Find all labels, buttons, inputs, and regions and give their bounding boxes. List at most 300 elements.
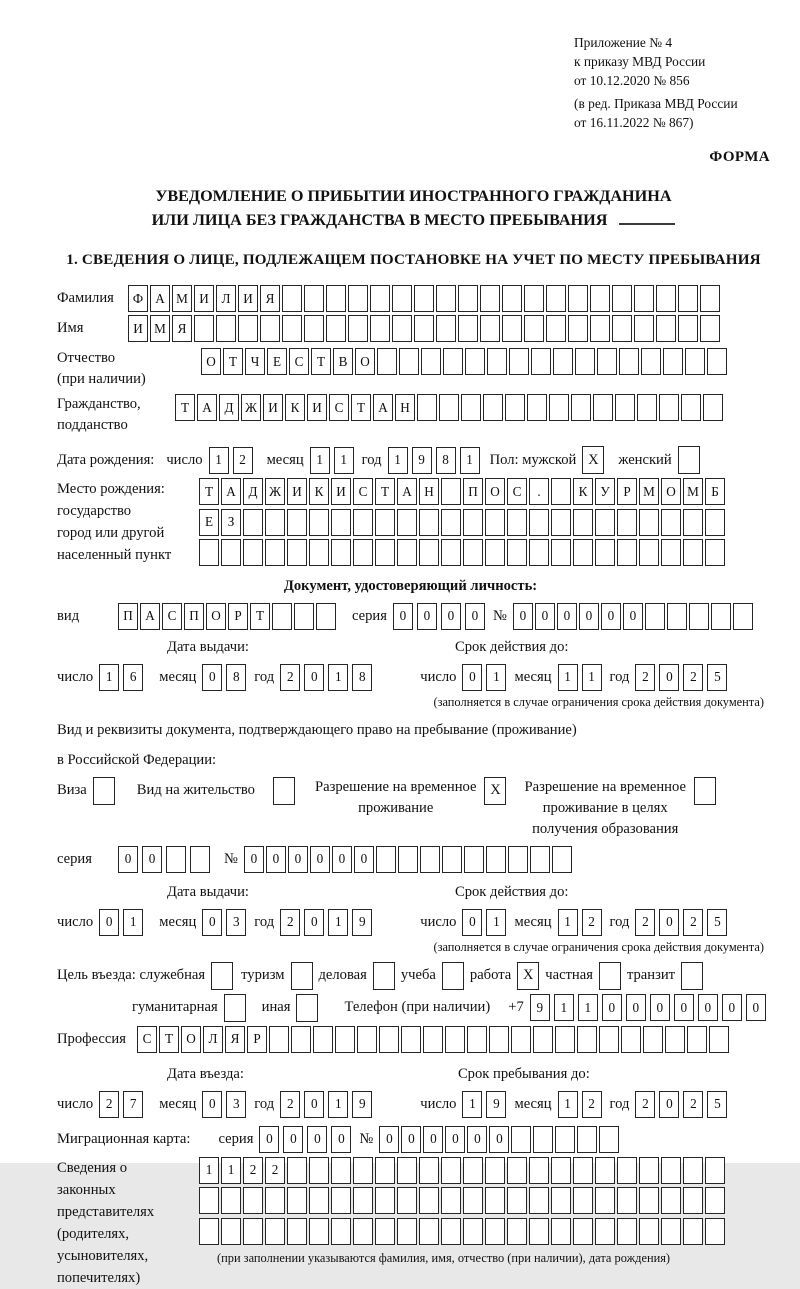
char-cell[interactable] [531, 348, 551, 375]
char-cell[interactable]: 0 [244, 846, 264, 873]
char-cell[interactable] [634, 285, 654, 312]
char-cell[interactable] [595, 509, 615, 536]
char-cell[interactable]: Д [243, 478, 263, 505]
char-cell[interactable]: 1 [310, 447, 330, 474]
char-cell[interactable]: П [118, 603, 138, 630]
char-cell[interactable] [441, 478, 461, 505]
char-cell[interactable] [637, 394, 657, 421]
char-cell[interactable]: А [221, 478, 241, 505]
char-cell[interactable]: И [128, 315, 148, 342]
char-cell[interactable] [593, 394, 613, 421]
char-cell[interactable]: Я [172, 315, 192, 342]
char-cell[interactable] [568, 285, 588, 312]
char-cell[interactable] [463, 1218, 483, 1245]
char-cell[interactable] [615, 394, 635, 421]
char-cell[interactable]: О [181, 1026, 201, 1053]
char-cell[interactable]: К [573, 478, 593, 505]
char-cell[interactable]: 2 [683, 664, 703, 691]
char-cell[interactable] [508, 846, 528, 873]
char-cell[interactable]: А [373, 394, 393, 421]
char-cell[interactable] [335, 1026, 355, 1053]
char-cell[interactable]: 0 [99, 909, 119, 936]
char-cell[interactable] [639, 1187, 659, 1214]
char-cell[interactable] [573, 1187, 593, 1214]
char-cell[interactable] [465, 348, 485, 375]
char-cell[interactable]: Е [267, 348, 287, 375]
char-cell[interactable] [221, 1187, 241, 1214]
char-cell[interactable] [568, 315, 588, 342]
char-cell[interactable]: 1 [209, 447, 229, 474]
char-cell[interactable]: 9 [530, 994, 550, 1021]
char-cell[interactable] [282, 315, 302, 342]
char-cell[interactable]: Т [199, 478, 219, 505]
char-cell[interactable]: 7 [123, 1091, 143, 1118]
char-cell[interactable]: Е [199, 509, 219, 536]
char-cell[interactable] [441, 1187, 461, 1214]
char-cell[interactable]: 1 [582, 664, 602, 691]
char-cell[interactable] [287, 1218, 307, 1245]
char-cell[interactable] [667, 603, 687, 630]
char-cell[interactable]: 1 [558, 664, 578, 691]
char-cell[interactable] [555, 1026, 575, 1053]
char-cell[interactable]: И [331, 478, 351, 505]
char-cell[interactable]: Ж [241, 394, 261, 421]
official-checkbox[interactable] [211, 962, 233, 990]
char-cell[interactable] [331, 1218, 351, 1245]
char-cell[interactable] [705, 1157, 725, 1184]
char-cell[interactable] [348, 285, 368, 312]
char-cell[interactable] [485, 1157, 505, 1184]
char-cell[interactable]: Л [216, 285, 236, 312]
char-cell[interactable] [221, 539, 241, 566]
char-cell[interactable] [639, 539, 659, 566]
char-cell[interactable] [375, 509, 395, 536]
char-cell[interactable] [678, 285, 698, 312]
char-cell[interactable]: 0 [579, 603, 599, 630]
char-cell[interactable]: Ж [265, 478, 285, 505]
char-cell[interactable] [436, 315, 456, 342]
char-cell[interactable]: Р [228, 603, 248, 630]
char-cell[interactable] [216, 315, 236, 342]
char-cell[interactable]: Т [375, 478, 395, 505]
char-cell[interactable]: И [194, 285, 214, 312]
char-cell[interactable]: А [140, 603, 160, 630]
char-cell[interactable] [529, 1187, 549, 1214]
char-cell[interactable]: . [529, 478, 549, 505]
char-cell[interactable] [577, 1126, 597, 1153]
char-cell[interactable] [353, 1187, 373, 1214]
char-cell[interactable] [243, 1218, 263, 1245]
char-cell[interactable] [571, 394, 591, 421]
char-cell[interactable]: О [201, 348, 221, 375]
char-cell[interactable] [489, 1026, 509, 1053]
char-cell[interactable] [551, 509, 571, 536]
char-cell[interactable] [309, 509, 329, 536]
char-cell[interactable]: 0 [462, 909, 482, 936]
char-cell[interactable] [678, 315, 698, 342]
char-cell[interactable]: 2 [99, 1091, 119, 1118]
tourism-checkbox[interactable] [291, 962, 313, 990]
char-cell[interactable] [683, 1187, 703, 1214]
char-cell[interactable]: 1 [334, 447, 354, 474]
char-cell[interactable]: М [683, 478, 703, 505]
char-cell[interactable] [331, 509, 351, 536]
char-cell[interactable] [376, 846, 396, 873]
char-cell[interactable] [551, 1187, 571, 1214]
char-cell[interactable] [480, 285, 500, 312]
char-cell[interactable] [533, 1126, 553, 1153]
char-cell[interactable]: 0 [465, 603, 485, 630]
char-cell[interactable]: 8 [436, 447, 456, 474]
char-cell[interactable]: 0 [288, 846, 308, 873]
char-cell[interactable]: 1 [328, 909, 348, 936]
char-cell[interactable] [287, 1187, 307, 1214]
char-cell[interactable] [705, 509, 725, 536]
char-cell[interactable] [401, 1026, 421, 1053]
char-cell[interactable]: 1 [123, 909, 143, 936]
char-cell[interactable]: 1 [578, 994, 598, 1021]
char-cell[interactable]: 5 [707, 664, 727, 691]
char-cell[interactable]: 5 [707, 1091, 727, 1118]
char-cell[interactable]: С [162, 603, 182, 630]
char-cell[interactable] [397, 1157, 417, 1184]
char-cell[interactable]: Н [419, 478, 439, 505]
char-cell[interactable] [243, 539, 263, 566]
char-cell[interactable] [645, 603, 665, 630]
char-cell[interactable] [661, 1187, 681, 1214]
char-cell[interactable]: С [329, 394, 349, 421]
char-cell[interactable] [313, 1026, 333, 1053]
char-cell[interactable]: П [463, 478, 483, 505]
char-cell[interactable] [265, 1187, 285, 1214]
char-cell[interactable] [595, 1187, 615, 1214]
char-cell[interactable] [326, 315, 346, 342]
char-cell[interactable] [551, 1218, 571, 1245]
char-cell[interactable]: 9 [352, 1091, 372, 1118]
char-cell[interactable] [529, 1157, 549, 1184]
char-cell[interactable] [656, 315, 676, 342]
char-cell[interactable]: 1 [388, 447, 408, 474]
char-cell[interactable] [326, 285, 346, 312]
char-cell[interactable] [199, 1218, 219, 1245]
char-cell[interactable] [573, 539, 593, 566]
char-cell[interactable] [590, 285, 610, 312]
char-cell[interactable] [467, 1026, 487, 1053]
char-cell[interactable] [700, 285, 720, 312]
char-cell[interactable] [683, 539, 703, 566]
char-cell[interactable]: А [197, 394, 217, 421]
char-cell[interactable]: 5 [707, 909, 727, 936]
char-cell[interactable] [375, 1157, 395, 1184]
char-cell[interactable]: М [639, 478, 659, 505]
char-cell[interactable] [552, 846, 572, 873]
char-cell[interactable] [577, 1026, 597, 1053]
char-cell[interactable] [551, 478, 571, 505]
char-cell[interactable]: О [206, 603, 226, 630]
char-cell[interactable] [370, 285, 390, 312]
char-cell[interactable]: 2 [635, 1091, 655, 1118]
char-cell[interactable]: К [285, 394, 305, 421]
char-cell[interactable] [621, 1026, 641, 1053]
char-cell[interactable] [353, 1218, 373, 1245]
char-cell[interactable] [709, 1026, 729, 1053]
char-cell[interactable] [331, 1187, 351, 1214]
char-cell[interactable]: 2 [265, 1157, 285, 1184]
char-cell[interactable] [681, 394, 701, 421]
char-cell[interactable] [507, 1157, 527, 1184]
char-cell[interactable] [509, 348, 529, 375]
char-cell[interactable] [505, 394, 525, 421]
char-cell[interactable] [238, 315, 258, 342]
char-cell[interactable]: 1 [558, 909, 578, 936]
char-cell[interactable] [529, 1218, 549, 1245]
char-cell[interactable]: 3 [226, 1091, 246, 1118]
char-cell[interactable] [529, 539, 549, 566]
char-cell[interactable] [441, 1157, 461, 1184]
residence-permit-checkbox[interactable] [273, 777, 295, 805]
char-cell[interactable] [507, 509, 527, 536]
char-cell[interactable] [663, 348, 683, 375]
char-cell[interactable] [575, 348, 595, 375]
char-cell[interactable] [511, 1026, 531, 1053]
char-cell[interactable]: 3 [226, 909, 246, 936]
char-cell[interactable]: 0 [698, 994, 718, 1021]
char-cell[interactable]: Ч [245, 348, 265, 375]
char-cell[interactable]: 0 [202, 909, 222, 936]
char-cell[interactable]: Т [250, 603, 270, 630]
char-cell[interactable]: Б [705, 478, 725, 505]
char-cell[interactable] [420, 846, 440, 873]
char-cell[interactable] [199, 539, 219, 566]
char-cell[interactable] [309, 1187, 329, 1214]
char-cell[interactable] [287, 539, 307, 566]
char-cell[interactable] [524, 285, 544, 312]
char-cell[interactable]: 0 [142, 846, 162, 873]
char-cell[interactable] [463, 1157, 483, 1184]
char-cell[interactable] [221, 1218, 241, 1245]
char-cell[interactable] [705, 1218, 725, 1245]
char-cell[interactable] [573, 509, 593, 536]
char-cell[interactable]: Ф [128, 285, 148, 312]
char-cell[interactable] [634, 315, 654, 342]
char-cell[interactable]: 1 [462, 1091, 482, 1118]
char-cell[interactable] [463, 509, 483, 536]
char-cell[interactable]: 9 [486, 1091, 506, 1118]
char-cell[interactable]: 6 [123, 664, 143, 691]
char-cell[interactable]: 2 [635, 909, 655, 936]
char-cell[interactable]: 0 [304, 664, 324, 691]
char-cell[interactable] [309, 539, 329, 566]
char-cell[interactable]: 0 [310, 846, 330, 873]
char-cell[interactable] [419, 539, 439, 566]
char-cell[interactable] [397, 509, 417, 536]
char-cell[interactable] [392, 315, 412, 342]
char-cell[interactable] [599, 1026, 619, 1053]
char-cell[interactable]: М [150, 315, 170, 342]
char-cell[interactable]: 0 [462, 664, 482, 691]
char-cell[interactable] [546, 285, 566, 312]
char-cell[interactable] [461, 394, 481, 421]
char-cell[interactable]: А [397, 478, 417, 505]
char-cell[interactable] [353, 539, 373, 566]
char-cell[interactable] [445, 1026, 465, 1053]
char-cell[interactable] [659, 394, 679, 421]
char-cell[interactable] [612, 285, 632, 312]
char-cell[interactable]: 0 [417, 603, 437, 630]
char-cell[interactable] [287, 1157, 307, 1184]
char-cell[interactable]: И [263, 394, 283, 421]
char-cell[interactable] [458, 285, 478, 312]
char-cell[interactable]: 0 [650, 994, 670, 1021]
char-cell[interactable] [597, 348, 617, 375]
char-cell[interactable] [331, 1157, 351, 1184]
char-cell[interactable] [507, 539, 527, 566]
char-cell[interactable] [553, 348, 573, 375]
char-cell[interactable]: 0 [489, 1126, 509, 1153]
char-cell[interactable]: 0 [659, 664, 679, 691]
char-cell[interactable] [348, 315, 368, 342]
char-cell[interactable] [700, 315, 720, 342]
char-cell[interactable] [419, 1218, 439, 1245]
char-cell[interactable] [265, 539, 285, 566]
char-cell[interactable]: И [287, 478, 307, 505]
char-cell[interactable]: 1 [486, 664, 506, 691]
char-cell[interactable]: 0 [601, 603, 621, 630]
char-cell[interactable]: Я [260, 285, 280, 312]
char-cell[interactable]: 0 [332, 846, 352, 873]
char-cell[interactable] [304, 285, 324, 312]
char-cell[interactable] [683, 1218, 703, 1245]
char-cell[interactable]: 0 [118, 846, 138, 873]
char-cell[interactable]: 0 [304, 1091, 324, 1118]
char-cell[interactable]: 9 [412, 447, 432, 474]
char-cell[interactable] [316, 603, 336, 630]
char-cell[interactable]: 2 [280, 664, 300, 691]
char-cell[interactable] [507, 1187, 527, 1214]
char-cell[interactable] [683, 509, 703, 536]
char-cell[interactable]: Т [223, 348, 243, 375]
char-cell[interactable] [397, 1218, 417, 1245]
char-cell[interactable]: 0 [393, 603, 413, 630]
char-cell[interactable] [612, 315, 632, 342]
char-cell[interactable] [485, 509, 505, 536]
char-cell[interactable]: Т [159, 1026, 179, 1053]
char-cell[interactable]: 0 [441, 603, 461, 630]
char-cell[interactable]: 1 [221, 1157, 241, 1184]
char-cell[interactable]: Т [311, 348, 331, 375]
char-cell[interactable] [549, 394, 569, 421]
char-cell[interactable] [442, 846, 462, 873]
char-cell[interactable]: М [172, 285, 192, 312]
char-cell[interactable] [639, 1218, 659, 1245]
char-cell[interactable] [377, 348, 397, 375]
work-checkbox[interactable]: X [517, 962, 539, 990]
char-cell[interactable] [353, 509, 373, 536]
char-cell[interactable]: Р [617, 478, 637, 505]
char-cell[interactable]: 0 [304, 909, 324, 936]
char-cell[interactable]: 1 [554, 994, 574, 1021]
male-checkbox[interactable]: X [582, 446, 604, 474]
female-checkbox[interactable] [678, 446, 700, 474]
char-cell[interactable] [619, 348, 639, 375]
char-cell[interactable] [309, 1218, 329, 1245]
char-cell[interactable] [546, 315, 566, 342]
char-cell[interactable] [595, 1218, 615, 1245]
char-cell[interactable] [502, 285, 522, 312]
char-cell[interactable] [331, 539, 351, 566]
char-cell[interactable]: 8 [226, 664, 246, 691]
char-cell[interactable]: 0 [307, 1126, 327, 1153]
char-cell[interactable] [399, 348, 419, 375]
humanitarian-checkbox[interactable] [224, 994, 246, 1022]
char-cell[interactable]: 0 [379, 1126, 399, 1153]
temp-residence-education-checkbox[interactable] [694, 777, 716, 805]
char-cell[interactable] [260, 315, 280, 342]
char-cell[interactable]: 0 [674, 994, 694, 1021]
char-cell[interactable] [711, 603, 731, 630]
char-cell[interactable] [166, 846, 186, 873]
char-cell[interactable] [643, 1026, 663, 1053]
char-cell[interactable]: Т [351, 394, 371, 421]
char-cell[interactable]: С [507, 478, 527, 505]
char-cell[interactable] [414, 315, 434, 342]
char-cell[interactable] [417, 394, 437, 421]
char-cell[interactable] [524, 315, 544, 342]
char-cell[interactable]: 0 [467, 1126, 487, 1153]
char-cell[interactable]: 1 [199, 1157, 219, 1184]
char-cell[interactable]: 0 [602, 994, 622, 1021]
char-cell[interactable]: 0 [722, 994, 742, 1021]
char-cell[interactable] [661, 509, 681, 536]
char-cell[interactable] [485, 1187, 505, 1214]
char-cell[interactable]: 1 [99, 664, 119, 691]
char-cell[interactable]: С [137, 1026, 157, 1053]
char-cell[interactable]: 0 [259, 1126, 279, 1153]
char-cell[interactable] [661, 1218, 681, 1245]
char-cell[interactable]: 0 [202, 1091, 222, 1118]
char-cell[interactable] [439, 394, 459, 421]
char-cell[interactable] [441, 1218, 461, 1245]
char-cell[interactable]: 0 [354, 846, 374, 873]
char-cell[interactable] [421, 348, 441, 375]
char-cell[interactable] [265, 509, 285, 536]
char-cell[interactable]: 0 [202, 664, 222, 691]
char-cell[interactable] [511, 1126, 531, 1153]
char-cell[interactable] [502, 315, 522, 342]
char-cell[interactable] [641, 348, 661, 375]
char-cell[interactable] [392, 285, 412, 312]
study-checkbox[interactable] [442, 962, 464, 990]
char-cell[interactable] [485, 539, 505, 566]
char-cell[interactable]: 2 [280, 909, 300, 936]
char-cell[interactable]: 2 [582, 909, 602, 936]
char-cell[interactable]: 2 [582, 1091, 602, 1118]
char-cell[interactable]: З [221, 509, 241, 536]
char-cell[interactable]: С [353, 478, 373, 505]
char-cell[interactable]: В [333, 348, 353, 375]
char-cell[interactable] [480, 315, 500, 342]
char-cell[interactable]: Л [203, 1026, 223, 1053]
char-cell[interactable] [294, 603, 314, 630]
char-cell[interactable] [287, 509, 307, 536]
char-cell[interactable] [375, 1187, 395, 1214]
char-cell[interactable] [419, 509, 439, 536]
char-cell[interactable]: С [289, 348, 309, 375]
char-cell[interactable] [419, 1157, 439, 1184]
char-cell[interactable] [464, 846, 484, 873]
char-cell[interactable]: 0 [746, 994, 766, 1021]
char-cell[interactable]: 1 [328, 664, 348, 691]
